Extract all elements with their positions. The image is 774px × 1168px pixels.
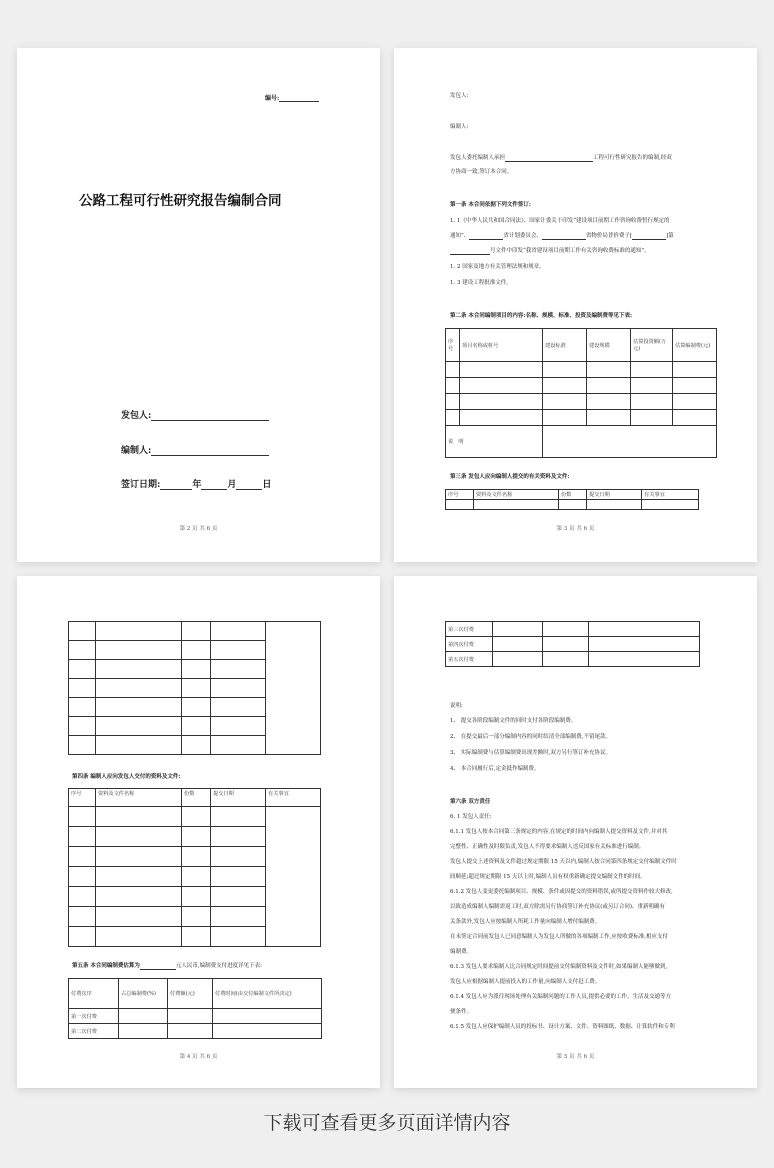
table-cell [446,410,460,426]
document-page-4 [17,576,380,1088]
table-row [69,807,321,827]
sign-date-row [121,477,271,490]
header-cell: 有关事宜 [266,789,321,807]
blank-3 [632,233,666,240]
table-cell [460,378,543,394]
table-cell [211,907,266,927]
table-merged-cell [266,807,321,947]
table-row [69,622,321,641]
table-header-row [446,490,699,500]
text-e: 号文件中印发“我省建设项目前期工作有关咨询收费标准的通知”。 [490,248,650,254]
table-cell [69,867,96,887]
document-page-3 [394,48,757,562]
table-cell [69,927,96,947]
body-line: 编制费。 [450,949,473,955]
compiler-blank [151,446,269,456]
table-cell [182,679,211,698]
table-cell [587,500,642,510]
table-cell [211,847,266,867]
body-line: 6.1.4 发包人应为派往现场处理有关编制问题的工作人员,提供必要的工作、生活及交通等方 [450,994,671,1000]
continued-table [68,621,321,755]
year-label: 年 [192,480,202,490]
table-cell [96,807,182,827]
note-line: 1、 提交各阶段编制文件的同时支付各阶段编制费。 [450,718,577,724]
header-cell: 建设规模 [587,329,631,362]
article-1-line-3 [450,248,650,255]
table-cell [589,637,700,652]
table-cell: 第三次付费 [446,622,493,637]
table-cell [96,847,182,867]
table-cell [182,698,211,717]
table-cell [96,698,182,717]
header-cell: 建设标准 [543,329,587,362]
table-cell [543,622,589,637]
intro-text-a: 发包人委托编制人承担 [450,155,506,161]
note-value-cell [543,426,717,458]
payment-table-continued [445,621,700,667]
header-cell: 估算编制费(元) [673,329,717,362]
text-c: 省物价局普价费子[ [585,233,632,239]
table-cell [213,1024,322,1039]
table-merged-cell [266,622,321,755]
table-cell [631,362,673,378]
page-footer: 第 5 页 共 6 页 [556,1054,595,1060]
table-cell [460,394,543,410]
blank-4 [450,248,490,255]
day-label: 日 [262,480,272,490]
table-cell [96,887,182,907]
blank-2 [542,233,586,240]
table-cell [587,362,631,378]
table-cell [446,378,460,394]
download-caption: 下载可查看更多页面详情内容 [263,1112,511,1134]
page-footer: 第 3 页 共 6 页 [556,526,595,532]
table-header-row [69,789,321,807]
table-cell [587,378,631,394]
table-cell [673,362,717,378]
table-cell [631,378,673,394]
header-cell: 份数 [182,789,211,807]
table-cell [211,827,266,847]
table-cell [493,652,543,667]
table-cell [182,927,211,947]
table-cell [543,378,587,394]
header-cell: 提交日期 [587,490,642,500]
table-cell [543,410,587,426]
table-cell [69,827,96,847]
body-line: 间顺延;超过规定期限 15 天以上时,编制人员有权重新确定提交编制文件的时间。 [450,874,646,880]
table-header-row [69,979,322,1009]
table-cell [69,660,96,679]
table-cell [69,698,96,717]
text-a: 通知”、 [450,233,470,239]
table-cell [119,1009,168,1024]
table-cell: 第四次付费 [446,637,493,652]
header-cell: 项目名称或桩号 [460,329,543,362]
table-cell [211,660,266,679]
table-cell [211,807,266,827]
table-cell [96,827,182,847]
header-cell: 资料及文件名称 [96,789,182,807]
body-line: 6. 1 发包人责任: [450,814,492,820]
compiler-label: 编制人: [121,446,152,456]
table-cell [493,637,543,652]
table-cell: 第二次付费 [69,1024,119,1039]
month-label: 月 [227,480,237,490]
article-2-title: 第二条 本合同编制项目的内容:名称、规模、标准、投资及编制费等见下表: [450,313,632,319]
table-cell [69,736,96,755]
text-d: ]第 [665,233,674,239]
project-table [445,328,717,458]
table-row [69,1009,322,1024]
compiler-line: 编制人: [450,124,469,130]
table-cell [182,847,211,867]
table-row [446,394,717,410]
table-cell [69,807,96,827]
article-1-line-1: 1. 1《中华人民共和国合同法》、国家计委关于印发“建设项目前期工作咨询收费暂行规定的 [450,218,670,224]
table-cell [211,736,266,755]
body-line: 6.1.2 发包人变更委托编制项目、规模、条件或因提交的资料错误,或所提交资料作较大修改, [450,889,673,895]
header-cell: 付费次序 [69,979,119,1009]
header-cell: 序号 [69,789,96,807]
table-cell [182,717,211,736]
payment-table [68,978,322,1039]
table-cell [182,807,211,827]
table-cell [211,867,266,887]
table-cell [96,867,182,887]
table-cell [69,641,96,660]
header-cell: 序号 [446,329,460,362]
table-cell [493,622,543,637]
fee-estimate-blank [140,963,176,970]
table-cell [642,500,699,510]
article-1-line-5: 1. 3 建设工程批准文件。 [450,280,512,286]
article-5-text-a: 第五条 本合同编制费估算为 [72,963,140,969]
table-cell [69,717,96,736]
table-cell [587,394,631,410]
table-cell [182,867,211,887]
header-cell: 估算投资额(万元) [631,329,673,362]
body-line: 完整性、正确性及时限负责,发包人不得要求编制人违反国家有关标准进行编制。 [450,844,645,850]
table-cell [211,717,266,736]
table-row [446,500,699,510]
table-cell [96,907,182,927]
body-line: 关条款外,发包人应按编制人所耗工作量向编制人增付编制费。 [450,919,601,925]
table-cell [673,410,717,426]
article-1-line-2 [450,233,674,240]
intro-line-2: 方协商一致,签订本合同。 [450,169,513,175]
compiler-row [121,443,269,456]
table-cell [182,907,211,927]
project-name-blank [505,155,593,162]
table-cell [213,1009,322,1024]
table-row [69,1024,322,1039]
deliverables-table [68,788,321,947]
page-footer: 第 2 页 共 6 页 [179,526,218,532]
table-cell [543,637,589,652]
header-cell: 序号 [446,490,474,500]
table-cell [182,736,211,755]
body-line: 6.1.1 发包人按本合同第三条规定的内容,在规定的时间内向编制人提交资料及文件,并对其 [450,829,668,835]
party-a-label: 发包人: [121,411,152,421]
table-cell [69,907,96,927]
table-cell [96,717,182,736]
article-4-title: 第四条 编制人应向发包人交付的资料及文件: [72,774,181,780]
table-cell [211,698,266,717]
table-cell [589,652,700,667]
blank-1 [469,233,503,240]
table-cell [460,410,543,426]
document-page-2 [17,48,380,562]
table-cell [182,887,211,907]
table-cell [69,622,96,641]
table-cell [673,394,717,410]
table-cell [168,1009,213,1024]
intro-text-b: 工程可行性研究报告的编制,经双 [593,155,672,161]
table-row [446,637,700,652]
header-cell: 占总编制费(%) [119,979,168,1009]
note-label-cell: 说 明 [446,426,543,458]
body-line: 6.1.5 发包人应保护编制人员的投标书、设计方案、文件、资料图纸、数据、计算软件和专利 [450,1024,675,1030]
header-cell: 提交日期 [211,789,266,807]
table-cell [559,500,587,510]
article-6-title: 第六条 双方责任 [450,799,491,805]
table-cell [631,394,673,410]
note-line: 4、 本合同履行后,定金抵作编制费。 [450,766,540,772]
day-blank [236,480,262,490]
table-cell [182,827,211,847]
table-cell [543,652,589,667]
table-cell [96,660,182,679]
table-cell [211,887,266,907]
contract-number-row [265,93,319,102]
header-cell: 有关事宜 [642,490,699,500]
table-cell [673,378,717,394]
table-cell [446,362,460,378]
table-cell [96,736,182,755]
table-cell [446,394,460,410]
article-1-line-4: 1. 2 国家及地方有关管理法规和规章。 [450,264,545,270]
table-cell [182,641,211,660]
body-line: 发包人应根据编制人提前投入的工作量,向编制人支付赶工费。 [450,979,601,985]
body-line: 以致造成编制人编制需返工时,双方除需另行协商签订补充协议(或另订合同)、重新明确有 [450,904,666,910]
table-cell [119,1024,168,1039]
table-cell [69,679,96,698]
contract-number-blank [279,94,319,102]
intro-line-1 [450,155,672,162]
table-cell [543,362,587,378]
notes-title: 说明: [450,703,463,709]
table-cell [589,622,700,637]
table-row [446,622,700,637]
header-cell: 份数 [559,490,587,500]
table-cell [587,410,631,426]
party-a-row [121,408,269,421]
table-cell [182,660,211,679]
table-row [446,410,717,426]
table-header-row [446,329,717,362]
table-row [446,362,717,378]
table-cell [211,927,266,947]
table-row [446,652,700,667]
party-a-blank [151,411,269,421]
article-3-title: 第三条 发包人应向编制人提交的有关资料及文件: [450,474,570,480]
table-cell [96,641,182,660]
header-cell: 付费时间(由交付编制文件所决定) [213,979,322,1009]
contract-number-label: 编号: [265,95,280,102]
table-cell [69,887,96,907]
watermark [101,488,118,508]
table-cell [182,622,211,641]
month-blank [201,480,227,490]
table-cell [96,927,182,947]
table-cell [631,410,673,426]
article-5-text-b: 元人民币,编制费支付进度详见下表: [175,963,263,969]
page-footer: 第 4 页 共 6 页 [179,1054,218,1060]
table-note-row [446,426,717,458]
table-cell [96,622,182,641]
header-cell: 付费额(元) [168,979,213,1009]
sign-date-label: 签订日期: [121,480,161,490]
table-row [446,378,717,394]
table-cell [96,679,182,698]
document-page-5 [394,576,757,1088]
table-cell [446,500,474,510]
body-line: 发包人提交上述资料及文件超过规定期限 15 天以内,编制人按合同第四条规定交付编制文件时 [450,859,677,865]
body-line: 6.1.3 发包人要求编制人比合同规定时间提前交付编制资料及文件时,如果编制人能够做到, [450,964,668,970]
text-b: 省计划委员会、 [503,233,542,239]
table-cell: 第五次付费 [446,652,493,667]
page-title: 公路工程可行性研究报告编制合同 [79,193,282,209]
article-5-line [72,963,262,970]
table-cell [69,847,96,867]
table-cell: 第一次付费 [69,1009,119,1024]
table-cell [460,362,543,378]
table-cell [474,500,559,510]
article-1-title: 第一条 本合同依据下列文件签订: [450,202,531,208]
year-blank [160,480,192,490]
table-cell [211,622,266,641]
body-line: 便条件。 [450,1009,473,1015]
table-cell [543,394,587,410]
table-cell [211,641,266,660]
table-cell [211,679,266,698]
party-a-line: 发包人: [450,93,469,99]
note-line: 2、 在提交最后一部分编制内容的同时结清全部编制费,不留尾款。 [450,734,611,740]
body-line: 在未签定合同前发包人已同意编制人为发包人所做的各项编制工作,应按收费标准,相应支付 [450,934,668,940]
materials-table [445,489,699,510]
note-line: 3、 实际编制费与估算编制费出现差额时,双方另行签订补充协议。 [450,750,611,756]
header-cell: 资料及文件名称 [474,490,559,500]
table-cell [168,1024,213,1039]
